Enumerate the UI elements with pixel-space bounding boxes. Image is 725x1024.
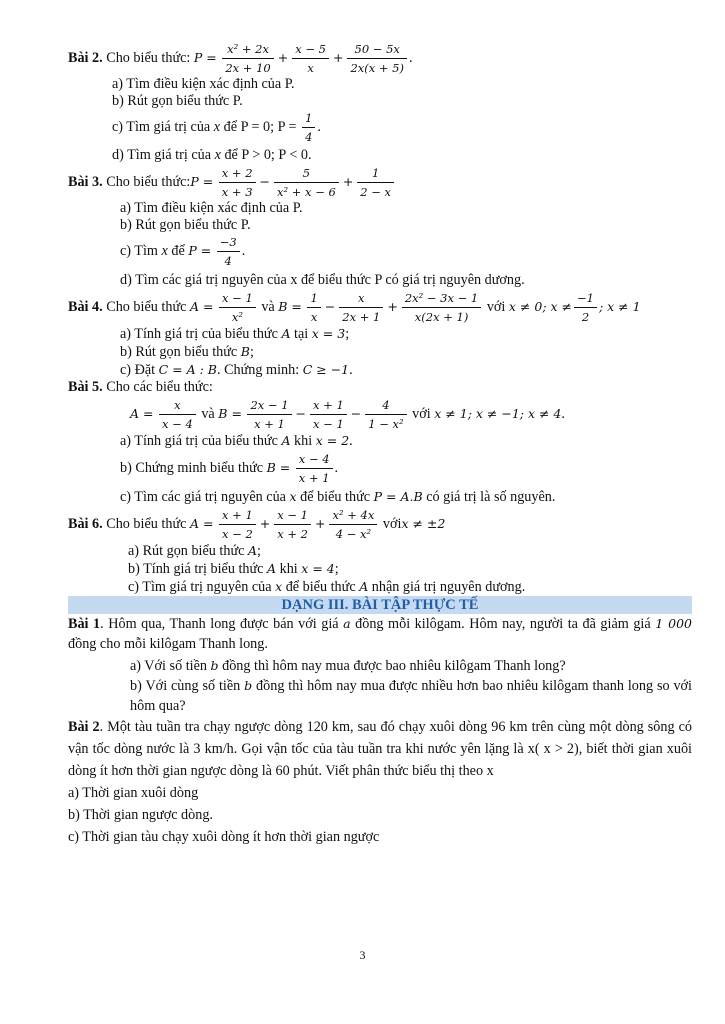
bai5-expressions: A = $\frac{x}{x - 4}$ và B = $\frac{2x - 1}{x + 1}$ − $\frac{x + 1}{x - 1}$ − $\frac{4}{\text{1 − x²}}$ với x ≠ 1; x ≠ −1; x ≠ 4.	[130, 398, 565, 432]
bai6-fraction-1: $\frac{x + 1}{x - 2}$	[219, 508, 256, 541]
bai5-part-c: c) Tìm các giá trị nguyên của x để biểu thức P = A.B có giá trị là số nguyên.	[120, 489, 556, 505]
bai3-part-b: b) Rút gọn biểu thức P.	[120, 217, 251, 233]
bai4-fraction-b2: $\frac{x}{2x + 1}$	[339, 291, 383, 324]
section-heading: DẠNG III. BÀI TẬP THỰC TẾ	[68, 596, 692, 614]
bai5-fraction-b2: $\frac{x + 1}{x - 1}$	[310, 398, 347, 431]
real-bai2-part-b: b) Thời gian ngược dòng.	[68, 807, 213, 823]
bai4-label: Bài 4.	[68, 299, 103, 315]
bai2-fraction-3: $\frac{50 - 5x}{2x(x + 5)}$	[347, 42, 407, 75]
bai4-fraction-b1: $\frac{1}{x}$	[307, 291, 320, 324]
bai2-statement: Bài 2. Cho biểu thức: P = $\frac{\text{x² + 2x}}{2x + 10}$ + $\frac{x - 5}{x}$ + $\frac{50 - 5x}{2x(x + 5)}$ .	[68, 42, 413, 76]
bai3-part-a: a) Tìm điều kiện xác định của P.	[120, 200, 303, 216]
bai4-cond-fraction: $\frac{-1}{2}$	[574, 291, 597, 324]
bai5-b-fraction: $\frac{x - 4}{x + 1}$	[296, 452, 333, 485]
bai3-intro: Cho biểu thức:	[106, 174, 191, 190]
bai6-fraction-3: $\frac{\text{x² + 4x}}{\text{4 − x²}}$	[329, 508, 377, 541]
bai3-fraction-2: $\frac{5}{\text{x² + x − 6}}$	[274, 166, 339, 199]
bai3-part-c: c) Tìm x để P = $\frac{-3}{4}$ .	[120, 235, 246, 269]
bai4-part-a: a) Tính giá trị của biểu thức A tại x = 3;	[120, 326, 350, 342]
bai5-fraction-b3: $\frac{4}{\text{1 − x²}}$	[365, 398, 406, 431]
bai6-label: Bài 6.	[68, 516, 103, 532]
bai2-part-d: d) Tìm giá trị của x để P > 0; P < 0.	[112, 147, 312, 163]
bai5-part-a: a) Tính giá trị của biểu thức A khi x = 2.	[120, 433, 353, 449]
bai4-fraction-b3: $\frac{\text{2x² − 3x − 1}}{x(2x + 1)}$	[402, 291, 481, 324]
bai5-statement: Bài 5. Cho các biểu thức:	[68, 379, 213, 395]
bai6-part-a: a) Rút gọn biểu thức A;	[128, 543, 261, 559]
bai3-statement: Bài 3. Cho biểu thức:P = $\frac{x + 2}{x + 3}$ − $\frac{5}{\text{x² + x − 6}}$ + $\frac{1}{2 - x}$	[68, 164, 692, 200]
document-page	[68, 40, 692, 848]
bai2-intro: Cho biểu thức:	[106, 50, 191, 66]
bai2-fraction-2: $\frac{x - 5}{x}$	[292, 42, 329, 75]
bai3-fraction-1: $\frac{x + 2}{x + 3}$	[219, 166, 256, 199]
bai6-fraction-2: $\frac{x - 1}{x + 2}$	[274, 508, 311, 541]
bai3-fraction-3: $\frac{1}{2 - x}$	[357, 166, 394, 199]
bai2-fraction-1: $\frac{\text{x² + 2x}}{2x + 10}$	[222, 42, 273, 75]
bai4-part-c: c) Đặt C = A : B. Chứng minh: C ≥ −1.	[120, 362, 353, 378]
bai5-fraction-b1: $\frac{2x - 1}{x + 1}$	[247, 398, 291, 431]
page-number: 3	[359, 948, 366, 962]
bai4-part-b: b) Rút gọn biểu thức B;	[120, 344, 254, 360]
real-bai2-part-a: a) Thời gian xuôi dòng	[68, 785, 199, 801]
bai4-statement: Bài 4. Cho biểu thức A = $\frac{x - 1}{\text{x²}}$ và B = $\frac{1}{x}$ − $\frac{x}{2x + 1}$ + $\frac{\text{2x² − 3x − 1}}{x(2x + 1)}$ với x ≠ 0; x ≠ $\frac{-1}{2}$ ; x ≠ 1	[68, 291, 641, 325]
bai4-fraction-a: $\frac{x - 1}{\text{x²}}$	[219, 291, 256, 324]
bai2-part-b: b) Rút gọn biểu thức P.	[112, 93, 243, 109]
bai5-fraction-a: $\frac{x}{x - 4}$	[159, 398, 196, 431]
bai3-label: Bài 3.	[68, 174, 103, 190]
bai2-part-c: c) Tìm giá trị của x để P = 0; P = $\frac{1}{4}$ .	[112, 111, 321, 145]
bai6-part-c: c) Tìm giá trị nguyên của x để biểu thức A nhận giá trị nguyên dương.	[128, 579, 526, 595]
bai2-label: Bài 2.	[68, 50, 103, 66]
bai5-part-b: b) Chứng minh biểu thức B = $\frac{x - 4}{x + 1}$ .	[120, 452, 339, 486]
real-bai2-statement: Bài 2. Một tàu tuần tra chạy ngược dòng 120 km, sau đó chạy xuôi dòng 96 km trên cùng một dòng sông có vận tốc dòng nước là 3 km/h. Gọi vận tốc của tàu tuần tra khi nước yên lặng là x( x > 2), biết thời gian xuôi dòng ít hơn thời gian ngược dòng là 60 phút. Viết phân thức biểu thị theo x	[68, 719, 693, 779]
bai3-c-fraction: $\frac{-3}{4}$	[217, 235, 240, 268]
bai2-part-a: a) Tìm điều kiện xác định của P.	[112, 76, 295, 92]
real-bai1-part-a: a) Với số tiền b đồng thì hôm nay mua được bao nhiêu kilôgam Thanh long?	[130, 658, 566, 674]
bai2-c-fraction: $\frac{1}{4}$	[302, 111, 315, 144]
bai6-part-b: b) Tính giá trị biểu thức A khi x = 4;	[128, 561, 339, 577]
bai3-part-d: d) Tìm các giá trị nguyên của x để biểu thức P có giá trị nguyên dương.	[120, 272, 525, 288]
real-bai1-statement: Bài 1. Hôm qua, Thanh long được bán với giá a đồng mỗi kilôgam. Hôm nay, người ta đã giảm giá 1 000 đồng cho mỗi kilôgam Thanh long.	[68, 616, 693, 652]
bai5-label: Bài 5.	[68, 379, 103, 395]
bai6-statement: Bài 6. Cho biểu thức A = $\frac{x + 1}{x - 2}$ + $\frac{x - 1}{x + 2}$ + $\frac{\text{x² + 4x}}{\text{4 − x²}}$ vớix ≠ ±2	[68, 508, 446, 542]
real-bai1-part-b: b) Với cùng số tiền b đồng thì hôm nay mua được nhiều hơn bao nhiêu kilôgam thanh long so với hôm qua?	[130, 678, 693, 714]
real-bai2-part-c: c) Thời gian tàu chạy xuôi dòng ít hơn thời gian ngược	[68, 829, 380, 845]
